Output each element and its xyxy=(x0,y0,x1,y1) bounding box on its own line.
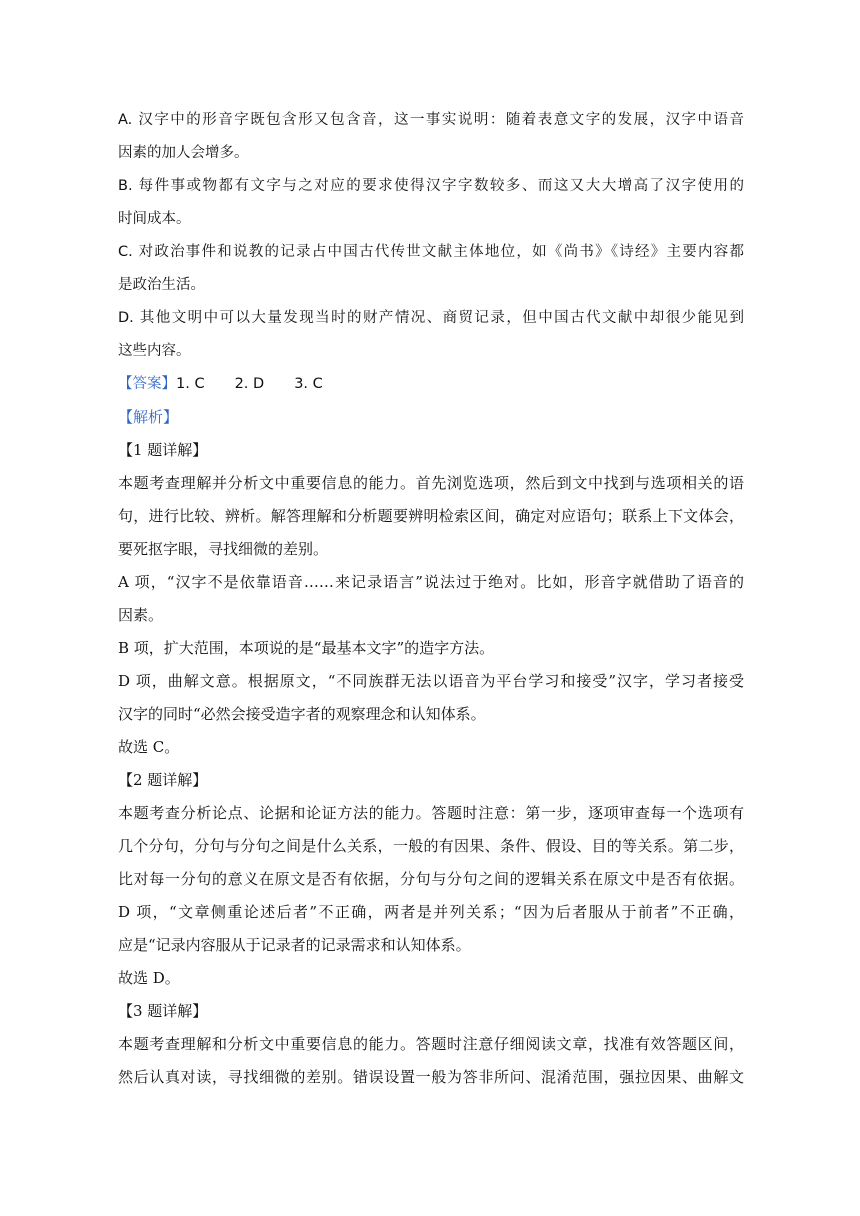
q1-line: 汉字的同时“必然会接受造字者的观察理念和认知体系。 xyxy=(118,705,486,723)
answer-line xyxy=(118,368,744,401)
answer-item-2: 2. D xyxy=(234,376,265,392)
option-d-line-2: 这些内容。 xyxy=(118,343,191,359)
q2-line: 比对每一分句的意义在原文是否有依据，分句与分句之间的逻辑关系在原文中是否有依据。 xyxy=(118,870,744,888)
q1-line: B 项，扩大范围，本项说的是“最基本文字”的造字方法。 xyxy=(118,639,495,657)
option-d-line-1: D. 其他文明中可以大量发现当时的财产情况、商贸记录，但中国古代文献中却很少能见到 xyxy=(118,310,744,326)
q3-line: 本题考查理解和分析文中重要信息的能力。答题时注意仔细阅读文章，找准有效答题区间， xyxy=(118,1035,744,1053)
option-b-line-1: B. 每件事或物都有文字与之对应的要求使得汉字字数较多、而这又大大增高了汉字使用的 xyxy=(118,178,744,194)
q3-heading: 【3 题详解】 xyxy=(118,1002,208,1020)
q2-line: 应是“记录内容服从于记录者的记录需求和认知体系。 xyxy=(118,936,471,954)
q1-line: 故选 C。 xyxy=(118,738,180,756)
answer-item-1: 1. C xyxy=(176,376,205,392)
q2-line: 故选 D。 xyxy=(118,969,180,987)
q2-line: D 项，“文章侧重论述后者”不正确，两者是并列关系；“因为后者服从于前者”不正确， xyxy=(118,903,744,921)
answer-tag: 【答案】 xyxy=(118,376,176,392)
option-b-line-2: 时间成本。 xyxy=(118,211,191,227)
option-a-line-2: 因素的加人会增多。 xyxy=(118,145,249,161)
q1-line: 句，进行比较、辨析。解答理解和分析题要辨明检索区间，确定对应语句；联系上下文体会， xyxy=(118,507,744,525)
q2-heading: 【2 题详解】 xyxy=(118,771,208,789)
option-a-line-1: A. 汉字中的形音字既包含形又包含音，这一事实说明：随着表意文字的发展，汉字中语音 xyxy=(118,112,744,128)
q1-line: 因素。 xyxy=(118,606,164,624)
q1-line: 要死抠字眼，寻找细微的差别。 xyxy=(118,540,329,558)
analysis-tag: 【解析】 xyxy=(118,408,179,426)
answer-item-3: 3. C xyxy=(294,376,323,392)
document-page xyxy=(118,104,744,1094)
option-c-line-1: C. 对政治事件和说教的记录占中国古代传世文献主体地位，如《尚书》《诗经》主要内容都 xyxy=(118,244,744,260)
q1-line: A 项，“汉字不是依靠语音……来记录语言”说法过于绝对。比如，形音字就借助了语音的 xyxy=(118,573,744,591)
q2-line: 本题考查分析论点、论据和论证方法的能力。答题时注意：第一步，逐项审查每一个选项有 xyxy=(118,804,744,822)
q1-line: D 项，曲解文意。根据原文，“不同族群无法以语音为平台学习和接受”汉字，学习者接受 xyxy=(118,672,744,690)
q1-heading: 【1 题详解】 xyxy=(118,441,208,459)
q2-line: 几个分句，分句与分句之间是什么关系，一般的有因果、条件、假设、目的等关系。第二步， xyxy=(118,837,744,855)
q3-line: 然后认真对读，寻找细微的差别。错误设置一般为答非所问、混淆范围，强拉因果、曲解文 xyxy=(118,1068,744,1086)
q1-line: 本题考查理解并分析文中重要信息的能力。首先浏览选项，然后到文中找到与选项相关的语 xyxy=(118,474,744,492)
option-c-line-2: 是政治生活。 xyxy=(118,277,205,293)
